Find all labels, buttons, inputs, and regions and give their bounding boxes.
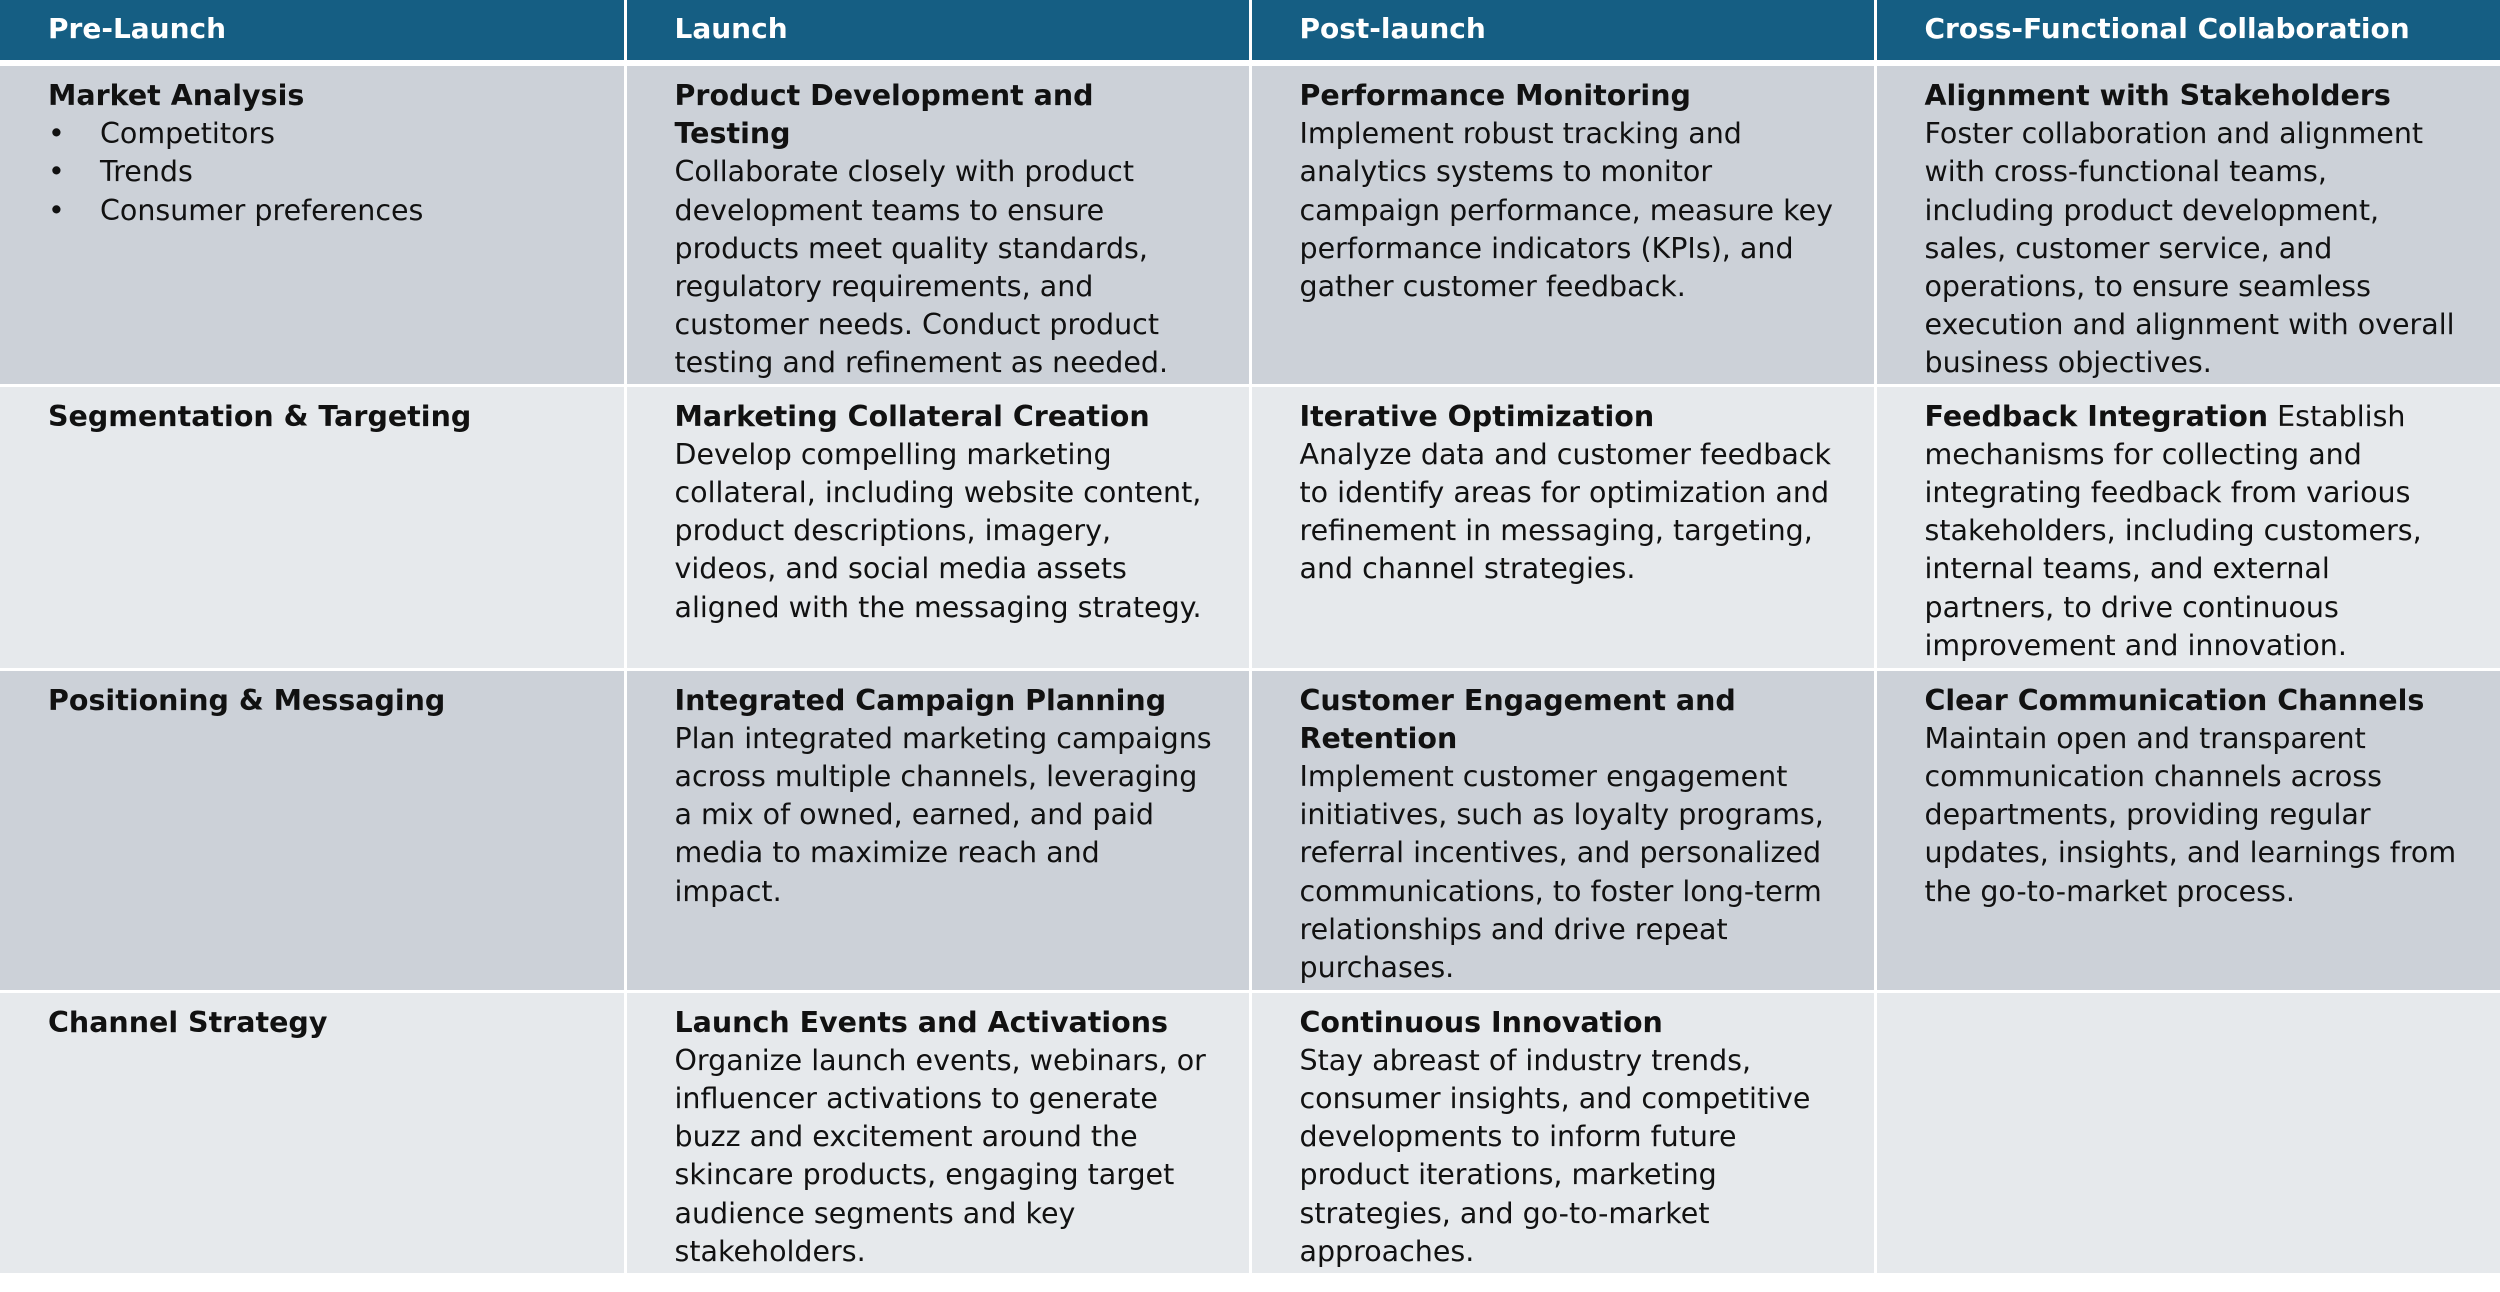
- cell-title: Continuous Innovation: [1299, 1005, 1663, 1039]
- cell-cross-functional: [1875, 385, 2500, 669]
- cell-title: Product Development and Testing: [674, 79, 1094, 151]
- cell-text: Implement robust tracking and analytics systems to monitor campaign performance, measure key performance indicators (KPIs), and gather customer feedback.: [1299, 117, 1833, 304]
- list-item: [48, 115, 588, 153]
- bullet-icon: •: [48, 117, 65, 151]
- cell-title: Feedback Integration: [1924, 399, 2269, 433]
- cell-post-launch: [1250, 63, 1875, 385]
- header-pre-launch: Pre-Launch: [0, 0, 625, 63]
- table-row: [0, 385, 2500, 669]
- cell-cross-functional: [1875, 63, 2500, 385]
- cell-text: Establish mechanisms for collecting and integrating feedback from various stakeholders, including customers, internal teams, and external partners, to drive continuous improvement and innovation.: [1924, 399, 2422, 662]
- cell-title: Integrated Campaign Planning: [674, 683, 1167, 717]
- cell-text: Collaborate closely with product development teams to ensure products meet quality standards, regulatory requirements, and customer needs. Conduct product testing and refinement as needed.: [674, 155, 1169, 380]
- cell-text: Plan integrated marketing campaigns across multiple channels, leveraging a mix of owned, earned, and paid media to maximize reach and impact.: [674, 721, 1212, 908]
- bullet-text: Competitors: [100, 117, 275, 151]
- cell-text: Implement customer engagement initiatives, such as loyalty programs, referral incentives, and personalized communications, to foster long-term relationships and drive repeat purchases.: [1299, 759, 1824, 984]
- cell-launch: [625, 991, 1250, 1274]
- cell-cross-functional-empty: [1875, 991, 2500, 1274]
- header-cross-functional: Cross-Functional Collaboration: [1875, 0, 2500, 63]
- table-row: [0, 991, 2500, 1274]
- cell-title: Marketing Collateral Creation: [674, 399, 1150, 433]
- table-row: [0, 669, 2500, 991]
- list-item: [48, 192, 588, 230]
- cell-launch: [625, 63, 1250, 385]
- cell-title: Performance Monitoring: [1299, 79, 1691, 112]
- header-post-launch: Post-launch: [1250, 0, 1875, 63]
- cell-pre-launch: [0, 63, 625, 385]
- cell-post-launch: [1250, 669, 1875, 991]
- cell-title: Positioning & Messaging: [48, 683, 446, 717]
- bullet-text: Trends: [100, 155, 193, 189]
- cell-text: Foster collaboration and alignment with cross-functional teams, including product development, sales, customer service, and operations, to ensure seamless execution and alignment with overall business objectives.: [1924, 117, 2455, 380]
- cell-title: Clear Communication Channels: [1924, 683, 2425, 717]
- cell-title: Segmentation & Targeting: [48, 399, 472, 433]
- cell-title: Alignment with Stakeholders: [1924, 79, 2391, 112]
- cell-pre-launch: [0, 991, 625, 1274]
- table-header-row: [0, 0, 2500, 63]
- cell-text: Stay abreast of industry trends, consumer insights, and competitive developments to inform future product iterations, marketing strategies, and go-to-market approaches.: [1299, 1043, 1811, 1268]
- cell-launch: [625, 669, 1250, 991]
- cell-text: Maintain open and transparent communication channels across departments, providing regular updates, insights, and learnings from the go-to-market process.: [1924, 721, 2457, 908]
- bullet-icon: •: [48, 155, 65, 189]
- cell-text: Develop compelling marketing collateral, including website content, product descriptions, imagery, videos, and social media assets aligned with the messaging strategy.: [674, 437, 1202, 624]
- list-item: [48, 153, 588, 191]
- cell-launch: [625, 385, 1250, 669]
- cell-title: Launch Events and Activations: [674, 1005, 1168, 1039]
- cell-title: Market Analysis: [48, 79, 305, 112]
- bullet-text: Consumer preferences: [100, 193, 424, 227]
- cell-cross-functional: [1875, 669, 2500, 991]
- bullet-icon: •: [48, 193, 65, 227]
- cell-text: Organize launch events, webinars, or influencer activations to generate buzz and excitement around the skincare products, engaging target audience segments and key stakeholders.: [674, 1043, 1206, 1268]
- table-row: [0, 63, 2500, 385]
- bullet-list: [48, 115, 588, 230]
- cell-post-launch: [1250, 991, 1875, 1274]
- cell-pre-launch: [0, 669, 625, 991]
- cell-pre-launch: [0, 385, 625, 669]
- cell-title: Customer Engagement and Retention: [1299, 683, 1736, 755]
- cell-text: Analyze data and customer feedback to identify areas for optimization and refinement in messaging, targeting, and channel strategies.: [1299, 437, 1831, 586]
- cell-title: Iterative Optimization: [1299, 399, 1655, 433]
- cell-title: Channel Strategy: [48, 1005, 328, 1039]
- cell-post-launch: [1250, 385, 1875, 669]
- header-launch: Launch: [625, 0, 1250, 63]
